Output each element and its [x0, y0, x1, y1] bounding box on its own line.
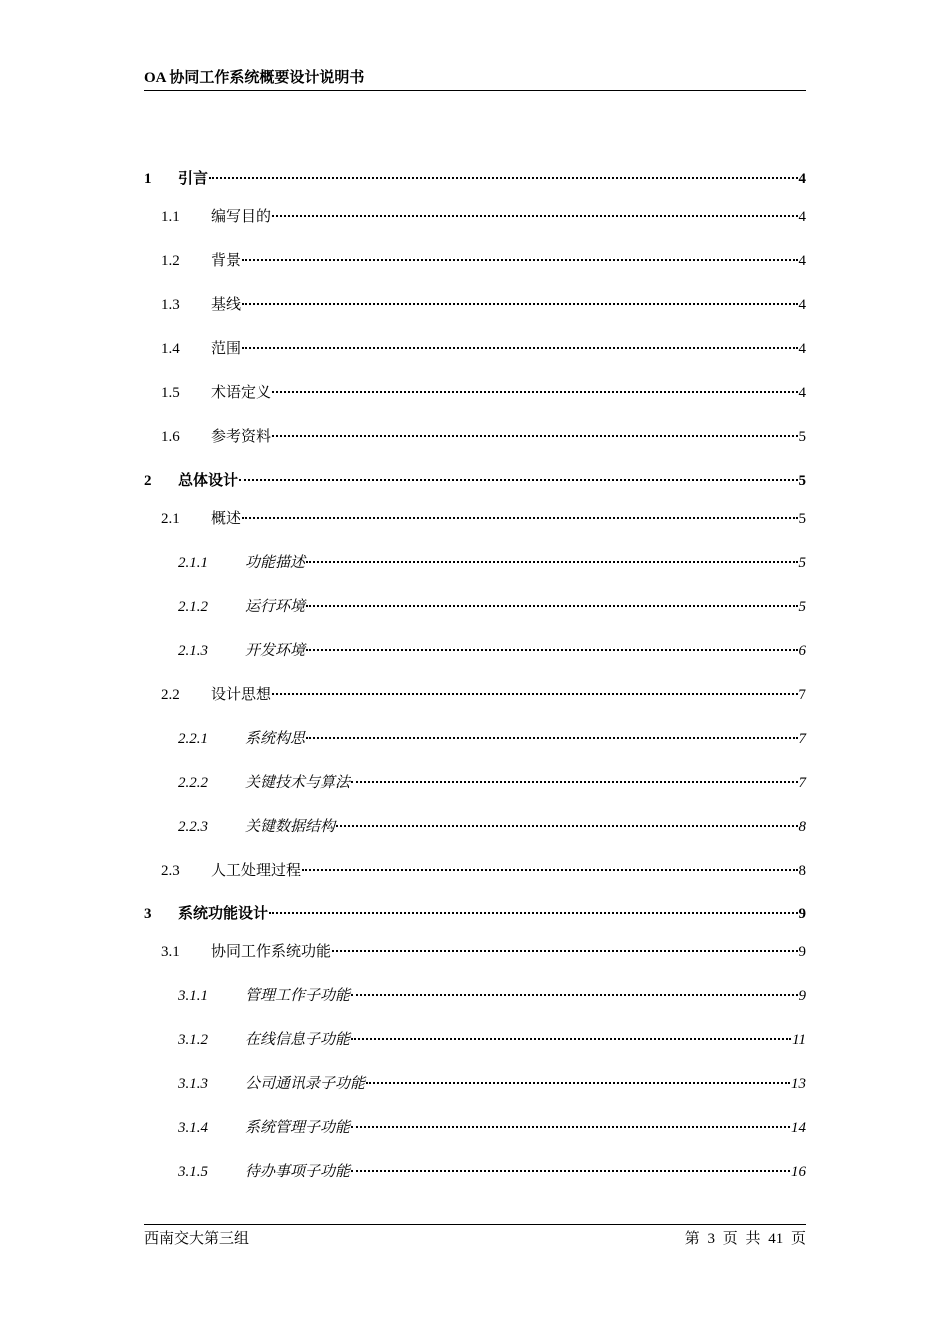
toc-entry[interactable] [144, 249, 806, 273]
toc-entry-number: 2.2.3 [178, 819, 208, 835]
toc-entry-number: 2.2.2 [178, 775, 208, 791]
page-footer [144, 1224, 806, 1253]
toc-entry-title: 范围 [211, 341, 242, 357]
toc-entry-title: 基线 [211, 297, 242, 313]
toc-entry-page: 4 [798, 209, 806, 225]
toc-entry-title: 设计思想 [211, 687, 272, 703]
document-title: OA 协同工作系统概要设计说明书 [144, 70, 365, 86]
toc-entry-title: 系统功能设计 [178, 906, 269, 922]
toc-entry-number: 1.2 [161, 253, 180, 269]
toc-entry-number: 3.1.3 [178, 1076, 208, 1092]
toc-entry-page: 9 [798, 988, 806, 1004]
toc-entry[interactable] [144, 595, 806, 619]
toc-entry[interactable] [144, 639, 806, 663]
toc-entry[interactable] [144, 337, 806, 361]
toc-entry-title: 引言 [178, 171, 209, 187]
toc-entry[interactable] [144, 1160, 806, 1184]
toc-entry-page: 11 [792, 1032, 806, 1048]
toc-dot-leader [272, 391, 797, 393]
toc-dot-leader [242, 259, 797, 261]
toc-dot-leader [302, 869, 797, 871]
toc-entry-title: 待办事项子功能 [245, 1164, 351, 1180]
toc-entry[interactable] [144, 902, 806, 926]
toc-entry-title: 在线信息子功能 [245, 1032, 351, 1048]
toc-entry-number: 2.3 [161, 863, 180, 879]
toc-entry[interactable] [144, 1028, 806, 1052]
toc-entry[interactable] [144, 859, 806, 883]
toc-dot-leader [272, 435, 797, 437]
toc-entry[interactable] [144, 381, 806, 405]
toc-dot-leader [209, 177, 797, 179]
toc-dot-leader [351, 1170, 790, 1172]
toc-entry-page: 8 [798, 863, 806, 879]
toc-dot-leader [272, 215, 797, 217]
toc-dot-leader [242, 303, 797, 305]
toc-entry-page: 7 [798, 775, 806, 791]
toc-entry-page: 9 [798, 944, 806, 960]
toc-dot-leader [351, 994, 797, 996]
toc-entry-title: 协同工作系统功能 [211, 944, 332, 960]
toc-entry[interactable] [144, 1116, 806, 1140]
toc-entry-number: 2.1 [161, 511, 180, 527]
toc-entry-number: 3.1.5 [178, 1164, 208, 1180]
toc-entry-page: 5 [798, 511, 806, 527]
toc-entry-number: 3.1.4 [178, 1120, 208, 1136]
toc-entry-title: 运行环境 [245, 599, 306, 615]
toc-entry-number: 3.1.2 [178, 1032, 208, 1048]
toc-entry-page: 5 [798, 599, 806, 615]
toc-dot-leader [351, 1126, 790, 1128]
toc-entry-page: 4 [798, 171, 806, 187]
toc-entry-title: 总体设计 [178, 473, 239, 489]
toc-dot-leader [306, 737, 797, 739]
toc-entry-number: 1.6 [161, 429, 180, 445]
toc-entry[interactable] [144, 727, 806, 751]
toc-entry[interactable] [144, 815, 806, 839]
toc-entry-title: 开发环境 [245, 643, 306, 659]
toc-entry-number: 2 [144, 473, 152, 489]
toc-entry-title: 术语定义 [211, 385, 272, 401]
toc-entry[interactable] [144, 469, 806, 493]
toc-entry[interactable] [144, 167, 806, 191]
toc-entry-title: 参考资料 [211, 429, 272, 445]
toc-dot-leader [306, 561, 797, 563]
toc-entry-title: 关键数据结构 [245, 819, 336, 835]
toc-entry-page: 13 [791, 1076, 806, 1092]
footer-page-number: 第 3 页 共 41 页 [684, 1231, 806, 1247]
page-header [144, 68, 806, 91]
toc-dot-leader [239, 479, 797, 481]
toc-entry-page: 6 [798, 643, 806, 659]
toc-dot-leader [242, 347, 797, 349]
toc-entry[interactable] [144, 425, 806, 449]
toc-dot-leader [269, 912, 797, 914]
toc-entry[interactable] [144, 293, 806, 317]
toc-dot-leader [366, 1082, 790, 1084]
toc-entry[interactable] [144, 205, 806, 229]
toc-entry-number: 2.1.2 [178, 599, 208, 615]
toc-entry-number: 2.1.3 [178, 643, 208, 659]
toc-entry-title: 人工处理过程 [211, 863, 302, 879]
toc-dot-leader [306, 649, 797, 651]
toc-entry-title: 概述 [211, 511, 242, 527]
toc-dot-leader [351, 1038, 791, 1040]
toc-entry-number: 1.4 [161, 341, 180, 357]
toc-entry-number: 1.1 [161, 209, 180, 225]
toc-entry-page: 4 [798, 253, 806, 269]
toc-entry-page: 4 [798, 385, 806, 401]
toc-entry-page: 5 [798, 429, 806, 445]
toc-entry-page: 7 [798, 687, 806, 703]
toc-entry-number: 2.2 [161, 687, 180, 703]
toc-entry-title: 功能描述 [245, 555, 306, 571]
toc-entry[interactable] [144, 984, 806, 1008]
toc-entry-title: 公司通讯录子功能 [245, 1076, 366, 1092]
toc-entry-page: 8 [798, 819, 806, 835]
toc-entry-page: 9 [798, 906, 806, 922]
toc-entry-number: 3 [144, 906, 152, 922]
toc-entry[interactable] [144, 683, 806, 707]
toc-dot-leader [272, 693, 797, 695]
toc-entry-title: 管理工作子功能 [245, 988, 351, 1004]
toc-entry-page: 4 [798, 297, 806, 313]
toc-dot-leader [351, 781, 797, 783]
toc-entry-number: 2.2.1 [178, 731, 208, 747]
toc-entry-number: 2.1.1 [178, 555, 208, 571]
toc-dot-leader [306, 605, 797, 607]
toc-dot-leader [242, 517, 797, 519]
toc-entry-page: 7 [798, 731, 806, 747]
footer-organization: 西南交大第三组 [144, 1231, 250, 1247]
toc-dot-leader [332, 950, 797, 952]
toc-entry-title: 编写目的 [211, 209, 272, 225]
toc-entry-title: 关键技术与算法 [245, 775, 351, 791]
toc-entry-page: 5 [798, 555, 806, 571]
toc-entry[interactable] [144, 771, 806, 795]
toc-entry[interactable] [144, 940, 806, 964]
toc-entry-page: 5 [798, 473, 806, 489]
toc-entry-number: 1 [144, 171, 152, 187]
toc-entry-number: 3.1 [161, 944, 180, 960]
toc-entry-number: 3.1.1 [178, 988, 208, 1004]
toc-entry-page: 14 [791, 1120, 806, 1136]
toc-entry-page: 16 [791, 1164, 806, 1180]
toc-entry-title: 系统管理子功能 [245, 1120, 351, 1136]
toc-entry-number: 1.3 [161, 297, 180, 313]
toc-entry-title: 背景 [211, 253, 242, 269]
toc-entry[interactable] [144, 551, 806, 575]
toc-entry[interactable] [144, 507, 806, 531]
toc-entry-title: 系统构思 [245, 731, 306, 747]
toc-entry[interactable] [144, 1072, 806, 1096]
toc-entry-number: 1.5 [161, 385, 180, 401]
toc-entry-page: 4 [798, 341, 806, 357]
toc-dot-leader [336, 825, 797, 827]
